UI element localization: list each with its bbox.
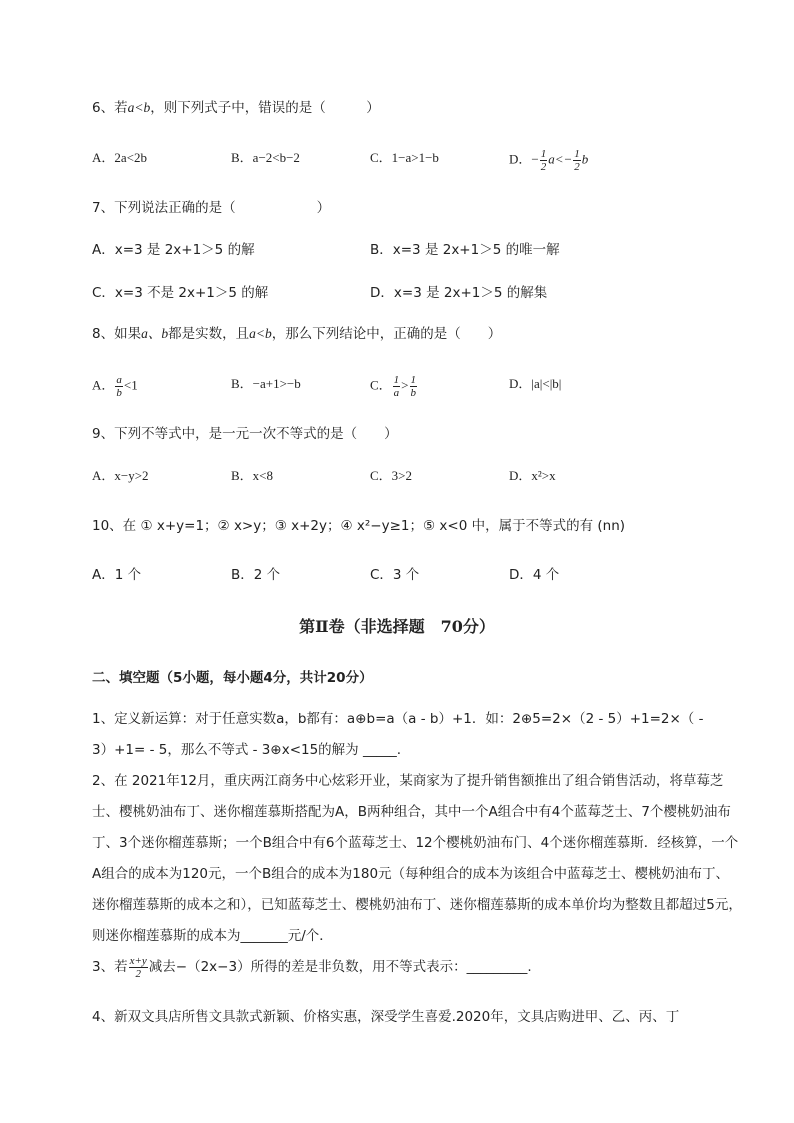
q9-option-a: A．x−y>2 xyxy=(92,468,149,483)
part2-heading: 二、填空题（5小题，每小题4分，共计20分） xyxy=(92,670,373,686)
q6-option-c: C．1−a>1−b xyxy=(370,150,439,165)
fill-question-4: 4、新双文具店所售文具款式新颖、价格实惠，深受学生喜爱.2020年，文具店购进甲、乙、丙、丁 xyxy=(92,1009,680,1025)
fill-question-1: 1、定义新运算：对于任意实数a，b都有：a⊕b=a（a - b）+1．如：2⊕5=2×（2 - 5）+1=2×（ - 3）+1= - 5，那么不等式 - 3⊕x<15的解为 _____. xyxy=(92,711,704,758)
q10-stem: 10、在 ① x+y=1；② x>y；③ x+2y；④ x²−y≥1；⑤ x<0 中，属于不等式的有 (nn) xyxy=(92,518,626,534)
q8-stem: 8、如果a、b都是实数，且a<b，那么下列结论中，正确的是（ ） xyxy=(92,326,502,342)
q7-option-d: D．x=3 是 2x+1＞5 的解集 xyxy=(370,285,548,301)
q8-option-d: D．|a|<|b| xyxy=(509,376,562,391)
q8-option-a: A． $\frac{a}{b}$ <1 xyxy=(92,374,138,399)
fraction: $\frac{1}{b}$ xyxy=(410,374,417,399)
section-title: 第Ⅱ卷（非选择题 70分） xyxy=(299,617,495,636)
q7-option-c: C．x=3 不是 2x+1＞5 的解 xyxy=(92,285,269,301)
q9-option-b: B．x<8 xyxy=(231,468,274,483)
q6-option-b: B．a−2<b−2 xyxy=(231,150,300,165)
q6-stem: 6、若a<b，则下列式子中，错误的是（ ） xyxy=(92,100,380,116)
q7-option-b: B．x=3 是 2x+1＞5 的唯一解 xyxy=(370,242,560,258)
fill-question-3: 3、若 $\frac{x+y}{2}$ 减去−（2x−3）所得的差是非负数，用不等式表示：_________. xyxy=(92,954,532,980)
fill-question-2: 2、在 2021年12月，重庆两江商务中心炫彩开业，某商家为了提升销售额推出了组合销售活动，将草莓芝士、樱桃奶油布丁、迷你榴莲慕斯搭配为A，B两种组合，其中一个A组合中有4个蓝莓芝士、7个樱桃奶油布丁、3个迷你榴莲慕斯；一个B组合中有6个蓝莓芝士、12个樱桃奶油布门、4个迷你榴莲慕斯．经核算，一个A组合的成本为120元，一个B组合的成本为180元（每种组合的成本为该组合中蓝莓芝士、樱桃奶油布丁、迷你榴莲慕斯的成本之和），已知蓝莓芝士、樱桃奶油布丁、迷你榴莲慕斯的成本单价均为整数且都超过5元，则迷你榴莲慕斯的成本为_______元/个． xyxy=(92,773,742,944)
q7-option-a: A．x=3 是 2x+1＞5 的解 xyxy=(92,242,255,258)
q6-option-a: A．2a<2b xyxy=(92,150,147,165)
q6-option-d: D．− $\frac{1}{2}$ a<− $\frac{1}{2}$ b xyxy=(509,148,589,173)
q9-stem: 9、下列不等式中，是一元一次不等式的是（ ） xyxy=(92,426,398,442)
fraction: $\frac{1}{2}$ xyxy=(574,148,580,173)
q9-option-d: D．x²>x xyxy=(509,468,556,483)
q10-option-b: B．2 个 xyxy=(231,567,281,583)
q10-option-d: D．4 个 xyxy=(509,567,560,583)
fraction: $\frac{1}{2}$ xyxy=(540,148,547,173)
q9-option-c: C．3>2 xyxy=(370,468,413,483)
q8-option-c: C． $\frac{1}{a}$ > $\frac{1}{b}$ xyxy=(370,374,417,399)
q10-option-a: A．1 个 xyxy=(92,567,142,583)
q7-stem: 7、下列说法正确的是（ ） xyxy=(92,200,331,216)
fraction: $\frac{a}{b}$ xyxy=(116,374,122,399)
fraction: $\frac{x+y}{2}$ xyxy=(129,954,147,980)
q8-option-b: B．−a+1>−b xyxy=(231,376,301,391)
q10-option-c: C．3 个 xyxy=(370,567,420,583)
fraction: $\frac{1}{a}$ xyxy=(393,374,400,399)
